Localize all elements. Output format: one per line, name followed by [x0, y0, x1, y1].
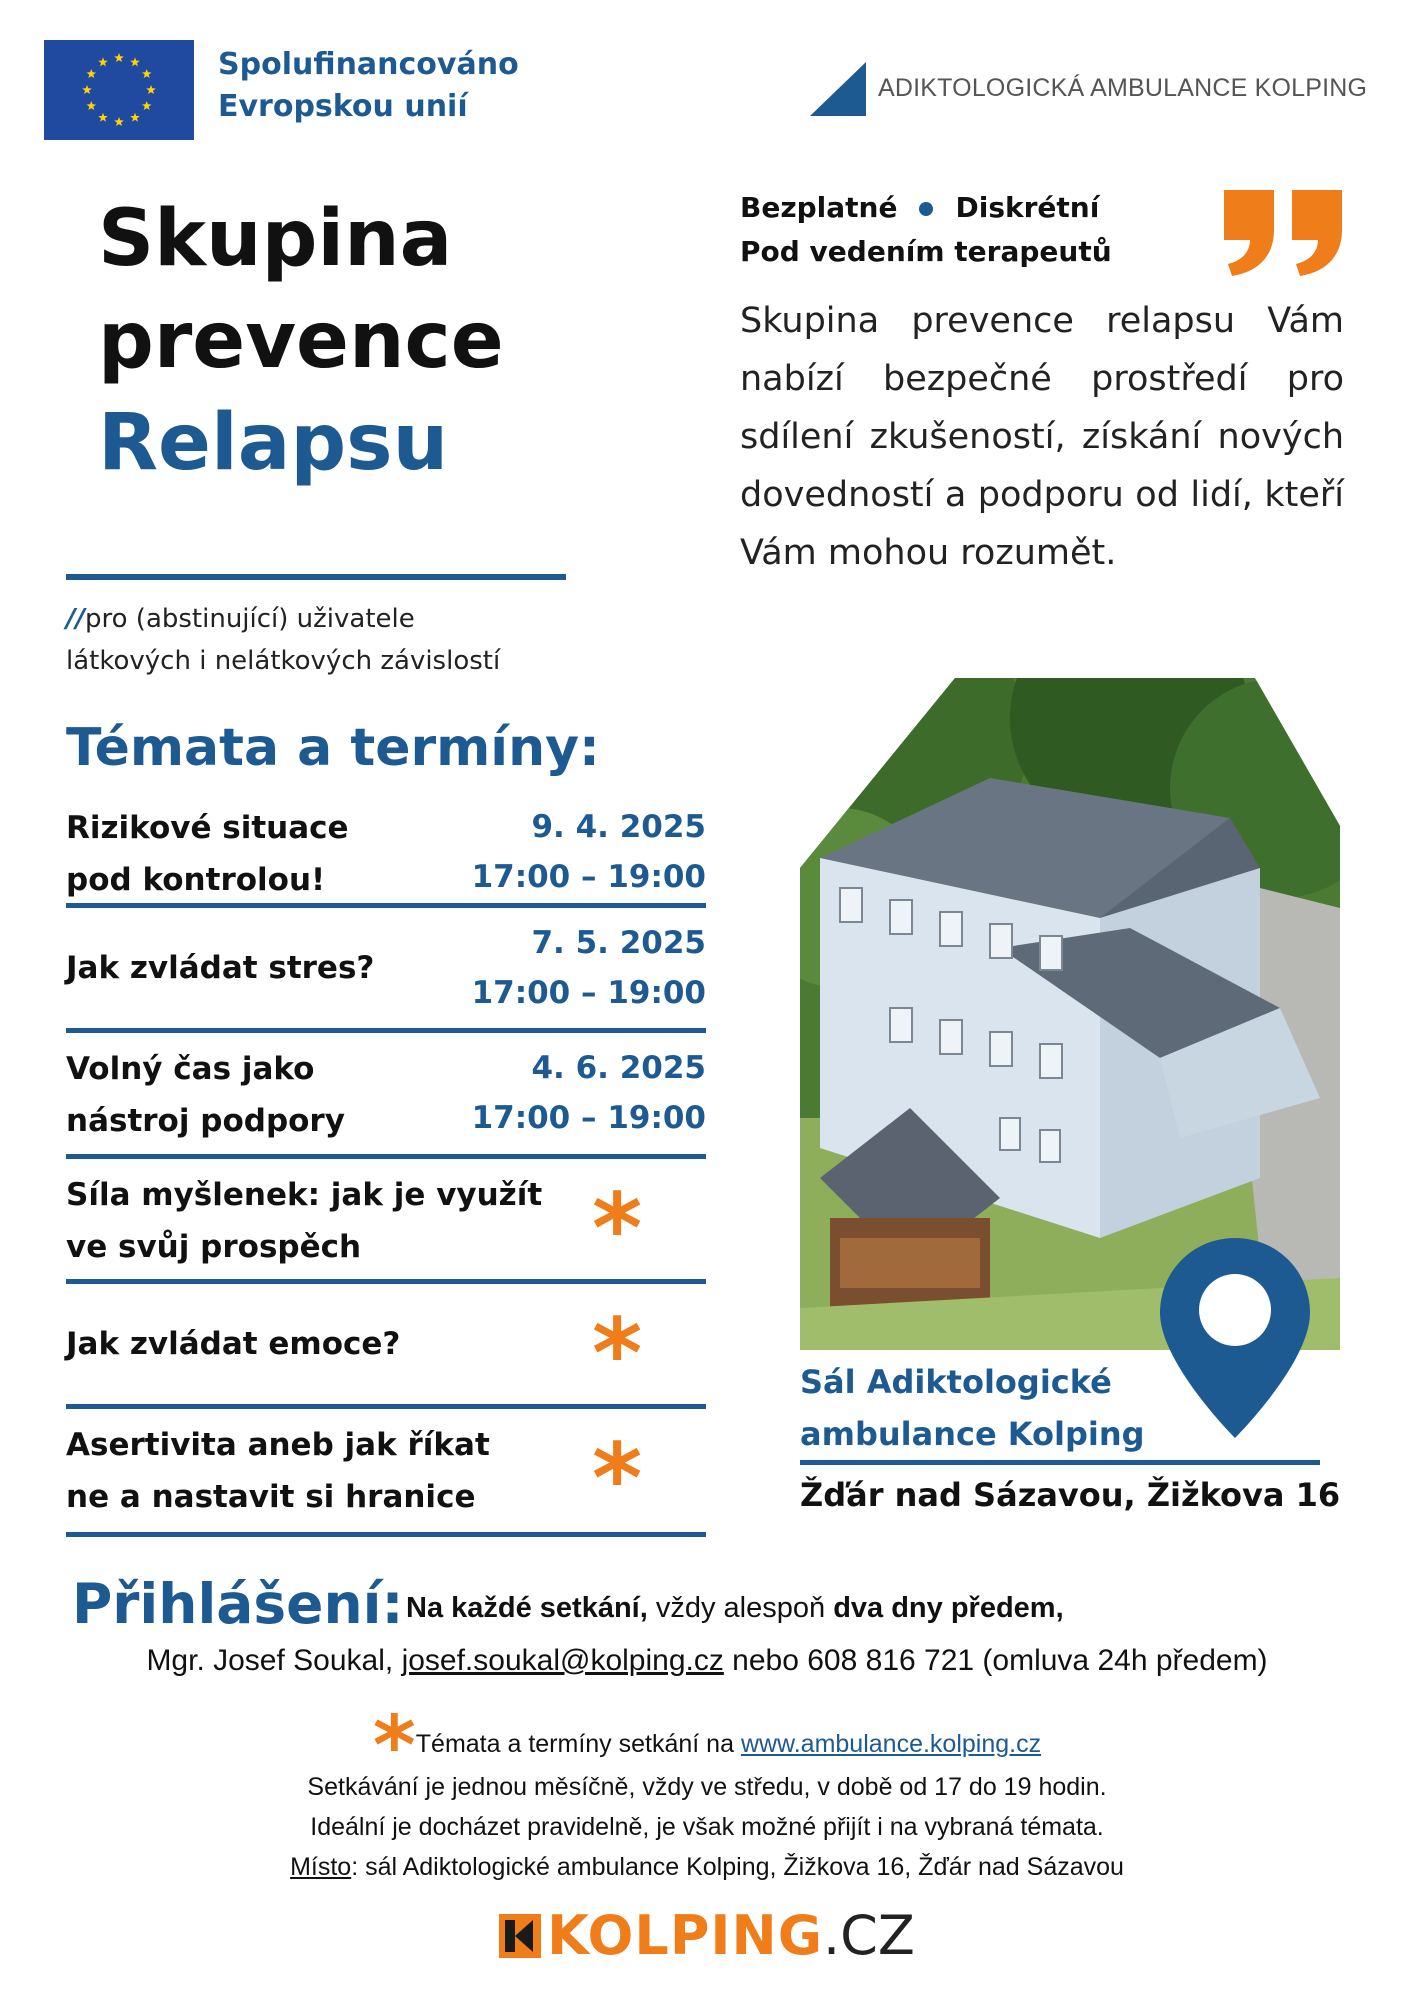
tag-free: Bezplatné [740, 191, 898, 224]
date-value: 4. 6. 2025 [531, 1050, 706, 1086]
eu-star-icon [146, 85, 156, 94]
topic-line-1: Volný čas jako [66, 1051, 315, 1087]
topic-line-2: ne a nastavit si hranice [66, 1479, 476, 1515]
location-name-line-1: Sál Adiktologické [800, 1363, 1112, 1401]
contact-phone: nebo 608 816 721 (omluva 24h předem) [723, 1644, 1268, 1677]
kolping-brand: KOLPING [547, 1904, 824, 1967]
eu-cofinanced-label [218, 44, 519, 128]
topic-name [66, 1318, 400, 1370]
place-label: Místo [290, 1853, 352, 1881]
tag-discreet: Diskrétní [955, 191, 1100, 224]
topic-name [66, 802, 349, 906]
intro-text: Skupina prevence relapsu Vám nabízí bezpečné prostředí pro sdílení zkušeností, získání nových dovedností a podporu od lidí, kteří Vám mohou rozumět. [740, 301, 1344, 573]
eu-star-icon [142, 69, 152, 78]
topic-line-1: Jak zvládat stres? [66, 950, 375, 986]
ambulance-logo-text: ADIKTOLOGICKÁ AMBULANCE KOLPING [878, 74, 1368, 102]
eu-flag-icon [44, 40, 194, 140]
registration-bold-2: dva dny předem, [833, 1592, 1064, 1624]
location-name [800, 1356, 1145, 1460]
asterisk-icon: * [372, 1699, 416, 1794]
eu-star-icon [130, 113, 140, 122]
title-line-1: Skupina [98, 194, 453, 284]
topics-heading: Témata a termíny: [66, 718, 600, 778]
title-line-3: Relapsu [98, 398, 449, 488]
location-divider [800, 1460, 1320, 1465]
title-divider [66, 574, 566, 580]
location-name-line-2: ambulance Kolping [800, 1415, 1145, 1453]
topic-name [66, 942, 374, 994]
topic-row [66, 1033, 706, 1159]
date-value: 7. 5. 2025 [531, 925, 706, 961]
topic-line-2: pod kontrolou! [66, 862, 326, 898]
ambulance-logo-icon [810, 62, 866, 116]
kolping-tld: .CZ [823, 1904, 915, 1967]
audience-subtitle [66, 598, 500, 682]
topic-line-2: ve svůj prospěch [66, 1229, 362, 1265]
page-title [98, 188, 504, 494]
footer-info [0, 1699, 1414, 1887]
eu-star-icon [87, 69, 97, 78]
eu-star-icon [142, 101, 152, 110]
topics-list [66, 798, 706, 1537]
asterisk-icon: * [592, 1423, 643, 1535]
eu-star-icon [114, 53, 124, 62]
time-value: 17:00 – 19:00 [471, 859, 706, 895]
footer-line-3: Ideální je docházet pravidelně, je však možné přijít i na vybraná témata. [310, 1813, 1104, 1841]
topic-date [472, 802, 706, 902]
asterisk-icon: * [592, 1173, 643, 1285]
title-line-2: prevence [98, 296, 504, 386]
date-value: 9. 4. 2025 [531, 809, 706, 845]
eu-star-icon [82, 85, 92, 94]
eu-line-2: Evropskou unií [218, 89, 468, 124]
kolping-logo [0, 1904, 1414, 1967]
eu-star-icon [98, 57, 108, 66]
kolping-k-icon [499, 1914, 541, 1958]
location-address: Žďár nad Sázavou, Žižkova 16 [800, 1476, 1341, 1514]
tag-therapists: Pod vedením terapeutů [740, 235, 1112, 268]
topic-name [66, 1419, 490, 1523]
contact-name: Mgr. Josef Soukal, [146, 1644, 402, 1677]
topic-row [66, 908, 706, 1033]
bullet-dot-icon [919, 202, 933, 216]
eu-star-icon [98, 113, 108, 122]
asterisk-icon: * [592, 1298, 643, 1410]
eu-star-icon [87, 101, 97, 110]
registration-instructions [406, 1592, 1064, 1625]
email-link[interactable]: josef.soukal@kolping.cz [401, 1644, 724, 1677]
eu-star-icon [130, 57, 140, 66]
topic-name [66, 1043, 345, 1147]
topic-date [472, 918, 706, 1018]
website-link[interactable]: www.ambulance.kolping.cz [740, 1730, 1042, 1758]
time-value: 17:00 – 19:00 [471, 1100, 706, 1136]
time-value: 17:00 – 19:00 [471, 975, 706, 1011]
feature-tags [740, 186, 1112, 274]
topic-name [66, 1169, 542, 1273]
topic-line-1: Jak zvládat emoce? [66, 1326, 401, 1362]
topic-date [472, 1043, 706, 1143]
location-pin-icon [1160, 1238, 1310, 1438]
topic-line-1: Rizikové situace [66, 810, 349, 846]
registration-normal: vždy alespoň [647, 1592, 834, 1624]
topic-line-2: nástroj podpory [66, 1103, 345, 1139]
subtitle-slashes: // [66, 604, 85, 634]
quote-icon [1218, 190, 1348, 276]
subtitle-line-2: látkových i nelátkových závislostí [66, 646, 501, 676]
topic-line-1: Síla myšlenek: jak je využít [66, 1177, 543, 1213]
footer-line-2: Setkávání je jednou měsíčně, vždy ve středu, v době od 17 do 19 hodin. [307, 1773, 1107, 1801]
registration-contact [0, 1644, 1414, 1678]
registration-bold-1: Na každé setkání, [406, 1592, 648, 1624]
registration-heading: Přihlášení: [72, 1572, 404, 1636]
topic-row [66, 1409, 706, 1537]
topic-line-1: Asertivita aneb jak říkat [66, 1427, 490, 1463]
place-text: : sál Adiktologické ambulance Kolping, Žižkova 16, Žďár nad Sázavou [351, 1853, 1124, 1881]
topic-row [66, 798, 706, 908]
eu-line-1: Spolufinancováno [218, 47, 519, 82]
topic-row [66, 1159, 706, 1284]
subtitle-line-1: pro (abstinující) uživatele [85, 604, 415, 634]
eu-star-icon [114, 117, 124, 126]
footer-line-1: Témata a termíny setkání na [415, 1730, 741, 1758]
topic-row [66, 1284, 706, 1409]
